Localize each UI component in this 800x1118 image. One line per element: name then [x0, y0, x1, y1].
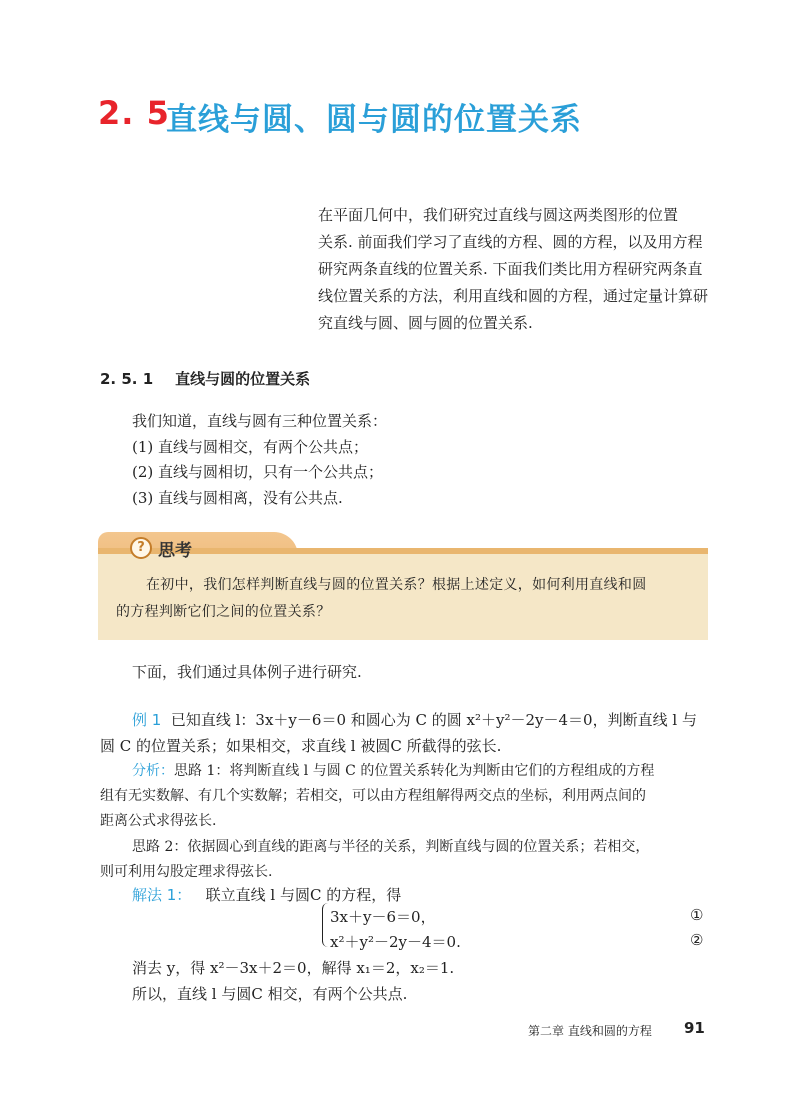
subsection-number: 2. 5. 1	[100, 370, 154, 388]
example-line: 圆 C 的位置关系；如果相交，求直线 l 被圆C 所截得的弦长.	[100, 737, 502, 755]
equation-2: x²＋y²－2y－4＝0.	[330, 933, 461, 951]
analysis-line: 思路 2：依据圆心到直线的距离与半径的关系，判断直线与圆的位置关系；若相交，	[132, 839, 650, 855]
analysis-label: 分析：	[132, 763, 174, 779]
page-title: 直线与圆、圆与圆的位置关系	[166, 102, 582, 138]
analysis-text: 思路 1：将判断直线 l 与圆 C 的位置关系转化为判断由它们的方程组成的方程	[174, 763, 655, 779]
example-line	[132, 709, 697, 730]
intro-line: 在平面几何中，我们研究过直线与圆这两类图形的位置	[318, 206, 679, 224]
subsection-title: 直线与圆的位置关系	[175, 370, 311, 388]
relation-item: (1) 直线与圆相交，有两个公共点；	[132, 438, 369, 456]
analysis-line: 则可利用勾股定理求得弦长.	[100, 864, 273, 880]
intro-line: 线位置关系的方法，利用直线和圆的方程，通过定量计算研	[318, 287, 709, 305]
solution-label: 解法 1：	[132, 886, 192, 904]
chapter-footer: 第二章 直线和圆的方程	[528, 1024, 652, 1038]
relation-item: (3) 直线与圆相离，没有公共点.	[132, 489, 343, 507]
analysis-line	[132, 760, 654, 780]
think-line: 的方程判断它们之间的位置关系？	[116, 604, 331, 620]
intro-line: 究直线与圆、圆与圆的位置关系.	[318, 314, 533, 332]
example-text: 已知直线 l：3x＋y－6＝0 和圆心为 C 的圆 x²＋y²－2y－4＝0，判断直线 l 与	[170, 711, 697, 729]
intro-line: 关系. 前面我们学习了直线的方程、圆的方程，以及用方程	[318, 233, 703, 251]
think-label: 思考	[158, 541, 192, 561]
intro-paragraph	[318, 202, 708, 337]
think-line: 在初中，我们怎样判断直线与圆的位置关系？根据上述定义，如何利用直线和圆	[146, 577, 647, 593]
think-text	[116, 572, 706, 626]
equation-1: 3x＋y－6＝0，	[330, 908, 436, 926]
analysis-line: 距离公式求得弦长.	[100, 813, 217, 829]
transition-text: 下面，我们通过具体例子进行研究.	[132, 663, 362, 681]
solution-conclusion: 所以，直线 l 与圆C 相交，有两个公共点.	[132, 985, 408, 1003]
solution-intro: 联立直线 l 与圆C 的方程，得	[205, 886, 402, 904]
equation-2-tag: ②	[690, 931, 704, 949]
example-label: 例 1	[132, 711, 162, 729]
relations-intro: 我们知道，直线与圆有三种位置关系：	[132, 412, 388, 430]
section-number: 2. 5	[98, 94, 170, 132]
question-icon: ?	[130, 537, 152, 559]
intro-line: 研究两条直线的位置关系. 下面我们类比用方程研究两条直	[318, 260, 703, 278]
page-number: 91	[684, 1019, 705, 1037]
solution-step: 消去 y，得 x²－3x＋2＝0，解得 x₁＝2，x₂＝1.	[132, 959, 455, 977]
subsection-heading	[100, 368, 310, 389]
solution-line	[132, 884, 401, 905]
relation-item: (2) 直线与圆相切，只有一个公共点；	[132, 463, 384, 481]
equation-1-tag: ①	[690, 906, 704, 924]
analysis-line: 组有无实数解、有几个实数解；若相交，可以由方程组解得两交点的坐标，利用两点间的	[100, 788, 646, 804]
